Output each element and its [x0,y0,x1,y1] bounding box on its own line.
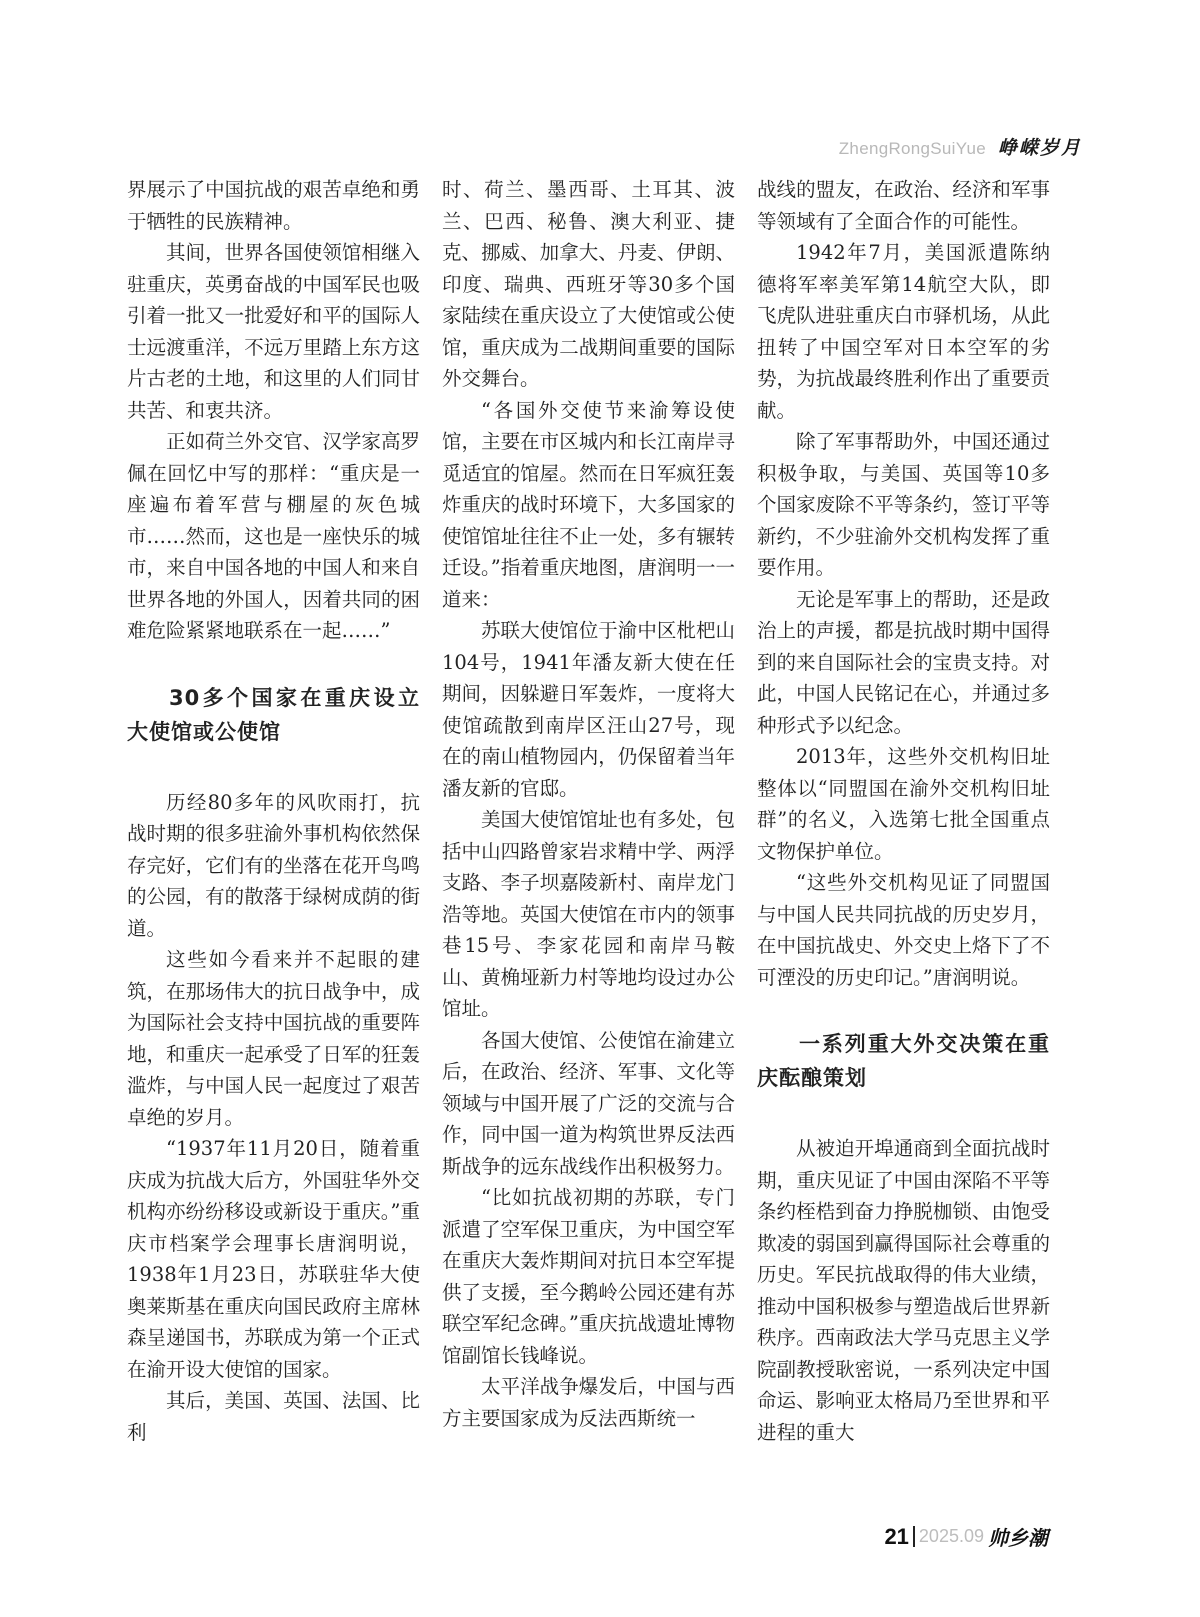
page-number: 21 [884,1523,909,1549]
paragraph: 界展示了中国抗战的艰苦卓绝和勇于牺牲的民族精神。 [127,178,420,233]
paragraph: 正如荷兰外交官、汉学家高罗佩在回忆中写的那样：“重庆是一座遍布着军营与棚屋的灰色城市……然而，这也是一座快乐的城市，来自中国各地的中国人和来自世界各地的外国人，因着共同的困难危险紧紧地联系在一起……” [127,430,420,642]
paragraph: 时、荷兰、墨西哥、土耳其、波兰、巴西、秘鲁、澳大利亚、捷克、挪威、加拿大、丹麦、伊朗、印度、瑞典、西班牙等30多个国家陆续在重庆设立了大使馆或公使馆，重庆成为二战期间重要的国际外交舞台。 [442,178,735,390]
paragraph: 战线的盟友，在政治、经济和军事等领域有了全面合作的可能性。 [757,178,1050,233]
paragraph: 其后，美国、英国、法国、比利 [127,1389,420,1444]
issue-date: 2025.09 [913,1526,984,1547]
paragraph: “这些外交机构见证了同盟国与中国人民共同抗战的历史岁月，在中国抗战史、外交史上烙下了不可湮没的历史印记。”唐润明说。 [757,871,1050,989]
paragraph: 无论是军事上的帮助，还是政治上的声援，都是抗战时期中国得到的来自国际社会的宝贵支持。对此，中国人民铭记在心，并通过多种形式予以纪念。 [757,587,1050,737]
page-header [839,133,1082,160]
article-column-2 [442,174,735,1434]
paragraph: 苏联大使馆位于渝中区枇杷山104号，1941年潘友新大使在任期间，因躲避日军轰炸，一度将大使馆疏散到南岸区汪山27号，现在的南山植物园内，仍保留着当年潘友新的官邸。 [442,619,735,800]
paragraph: 其间，世界各国使领馆相继入驻重庆，英勇奋战的中国军民也吸引着一批又一批爱好和平的国际人士远渡重洋，不远万里踏上东方这片古老的土地，和这里的人们同甘共苦、和衷共济。 [127,241,420,422]
paragraph: 太平洋战争爆发后，中国与西方主要国家成为反法西斯统一 [442,1375,735,1430]
section-pinyin: ZhengRongSuiYue [838,139,986,158]
article-column-1 [127,174,420,1448]
paragraph: 美国大使馆馆址也有多处，包括中山四路曾家岩求精中学、两浮支路、李子坝嘉陵新村、南岸龙门浩等地。英国大使馆在市内的领事巷15号、李家花园和南岸马鞍山、黄桷垭新力村等地均设过办公馆址。 [442,808,735,1020]
article-column-3 [757,174,1050,1448]
paragraph: 除了军事帮助外，中国还通过积极争取，与美国、英国等10多个国家废除不平等条约，签订平等新约，不少驻渝外交机构发挥了重要作用。 [757,430,1050,579]
paragraph: 从被迫开埠通商到全面抗战时期，重庆见证了中国由深陷不平等条约桎梏到奋力挣脱枷锁、由饱受欺凌的弱国到赢得国际社会尊重的历史。军民抗战取得的伟大业绩，推动中国积极参与塑造战后世界新秩序。西南政法大学马克思主义学院副教授耿密说，一系列决定中国命运、影响亚太格局乃至世界和平进程的重大 [757,1137,1050,1444]
paragraph: “各国外交使节来渝筹设使馆，主要在市区城内和长江南岸寻觅适宜的馆屋。然而在日军疯狂轰炸重庆的战时环境下，大多国家的使馆馆址往往不止一处，多有辗转迁设。”指着重庆地图，唐润明一一道来： [442,398,735,611]
magazine-name: 帅乡潮 [988,1526,1048,1550]
section-title: 峥嵘岁月 [997,137,1082,159]
paragraph: 1942年7月，美国派遣陈纳德将军率美军第14航空大队，即飞虎队进驻重庆白市驿机场，从此扭转了中国空军对日本空军的劣势，为抗战最终胜利作出了重要贡献。 [757,241,1050,422]
paragraph: 历经80多年的风吹雨打，抗战时期的很多驻渝外事机构依然保存完好，它们有的坐落在花开鸟鸣的公园，有的散落于绿树成荫的街道。 [127,790,420,940]
paragraph: “比如抗战初期的苏联，专门派遣了空军保卫重庆，为中国空军在重庆大轰炸期间对抗日本空军提供了支援，至今鹅岭公园还建有苏联空军纪念碑。”重庆抗战遗址博物馆副馆长钱峰说。 [442,1186,735,1367]
paragraph: “1937年11月20日，随着重庆成为抗战大后方，外国驻华外交机构亦纷纷移设或新设于重庆。”重庆市档案学会理事长唐润明说，1938年1月23日，苏联驻华大使奥莱斯基在重庆向国民政府主席林森呈递国书，苏联成为第一个正式在渝开设大使馆的国家。 [127,1137,420,1381]
section-heading: 30多个国家在重庆设立大使馆或公使馆 [127,685,420,744]
paragraph: 这些如今看来并不起眼的建筑，在那场伟大的抗日战争中，成为国际社会支持中国抗战的重要阵地，和重庆一起承受了日军的狂轰滥炸，与中国人民一起度过了艰苦卓绝的岁月。 [127,948,420,1129]
section-heading: 一系列重大外交决策在重庆酝酿策划 [757,1032,1050,1090]
paragraph: 各国大使馆、公使馆在渝建立后，在政治、经济、军事、文化等领域与中国开展了广泛的交流与合作，同中国一道为构筑世界反法西斯战争的远东战线作出积极努力。 [442,1028,735,1178]
page-footer [884,1522,1048,1551]
paragraph: 2013年，这些外交机构旧址整体以“同盟国在渝外交机构旧址群”的名义，入选第七批全国重点文物保护单位。 [757,745,1050,863]
